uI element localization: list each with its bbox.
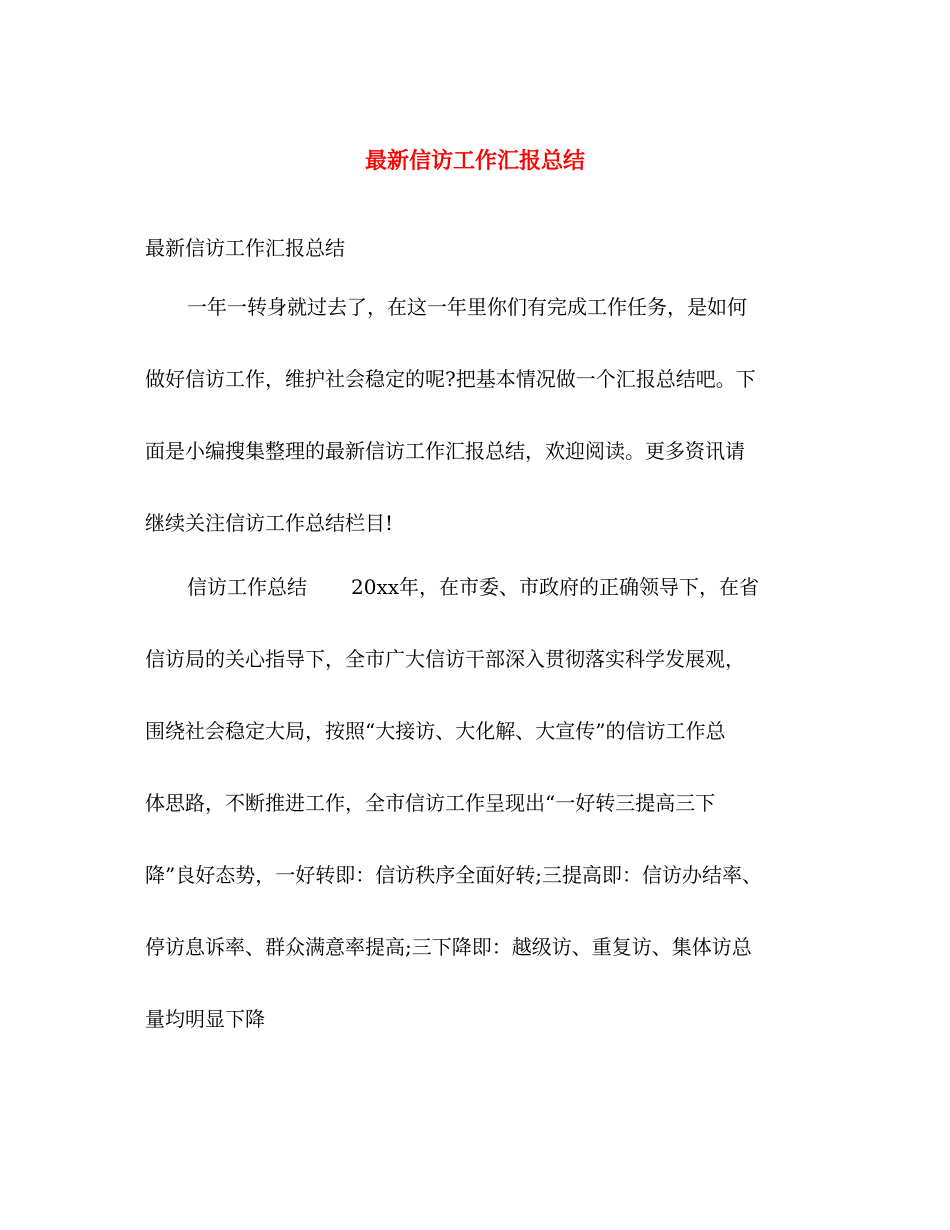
paragraph2-first-line-text: 20xx年，在市委、市政府的正确领导下，在省 [351, 575, 760, 599]
paragraph1-line: 继续关注信访工作总结栏目! [145, 511, 394, 535]
paragraph2-line: 停访息诉率、群众满意率提高;三下降即：越级访、重复访、集体访总 [145, 935, 752, 959]
document-subtitle: 最新信访工作汇报总结 [145, 236, 345, 260]
paragraph2-line: 信访局的关心指导下，全市广大信访干部深入贯彻落实科学发展观， [145, 647, 745, 671]
paragraph2-heading: 信访工作总结 [187, 575, 307, 599]
paragraph2-line: 量均明显下降 [145, 1007, 265, 1031]
paragraph1-line: 一年一转身就过去了，在这一年里你们有完成工作任务，是如何 [187, 295, 747, 319]
paragraph1-line: 做好信访工作，维护社会稳定的呢?把基本情况做一个汇报总结吧。下 [145, 367, 756, 391]
paragraph2-line: 围绕社会稳定大局，按照“大接访、大化解、大宣传”的信访工作总 [145, 719, 726, 743]
paragraph1-line: 面是小编搜集整理的最新信访工作汇报总结，欢迎阅读。更多资讯请 [145, 439, 745, 463]
paragraph2-line: 降”良好态势，一好转即：信访秩序全面好转;三提高即：信访办结率、 [145, 863, 762, 887]
paragraph2-first-line [187, 574, 759, 600]
document-title: 最新信访工作汇报总结 [364, 148, 585, 174]
paragraph2-line: 体思路，不断推进工作，全市信访工作呈现出“一好转三提高三下 [145, 791, 716, 815]
